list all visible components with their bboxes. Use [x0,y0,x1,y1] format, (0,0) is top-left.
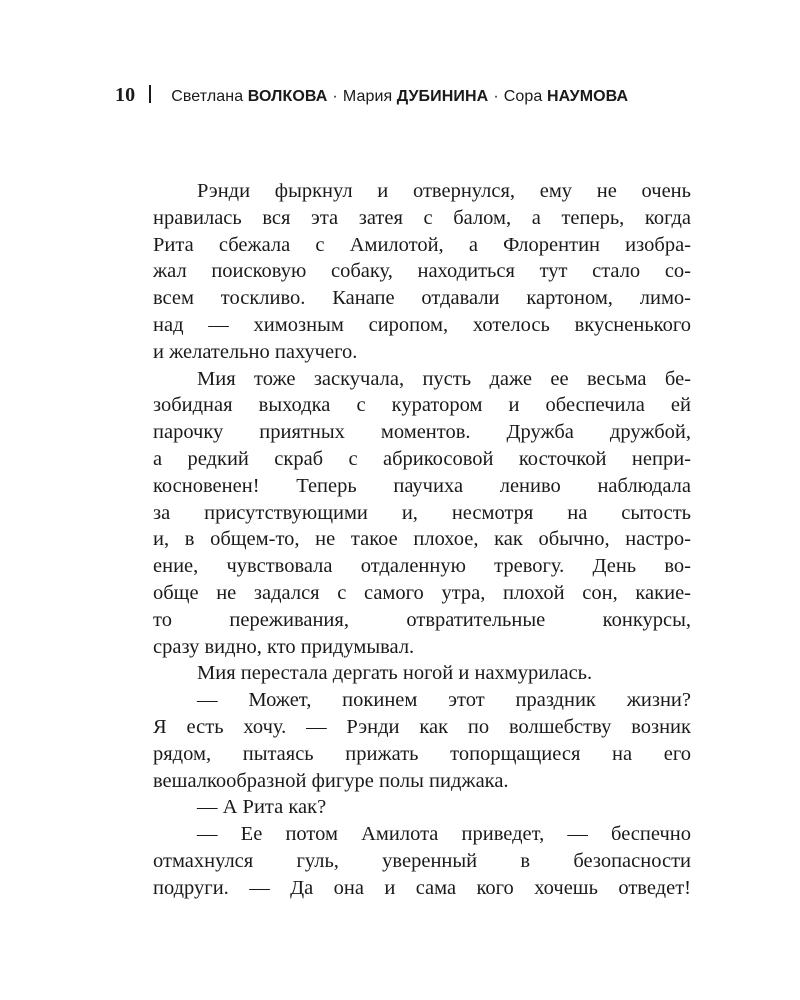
header-divider [149,85,151,103]
text-line: — А Рита как? [197,796,327,819]
text-line: и, в общем-то, не такое плохое, как обычно, настро- [153,528,691,551]
author-1: Светлана ВОЛКОВА [171,88,328,105]
author-separator: · [493,88,499,105]
text-line: за присутствующими и, несмотря на сытость [153,501,691,524]
text-line: подруги. — Да она и сама кого хочешь отведет! [153,876,691,899]
text-line: парочку приятных моментов. Дружба дружбой, [153,421,691,444]
text-line: над — химозным сиропом, хотелось вкусненького [153,313,691,336]
running-header [115,83,628,107]
text-line: Рита сбежала с Амилотой, а Флорентин изобра- [153,233,691,256]
text-line: нравилась вся эта затея с балом, а теперь, когда [153,206,691,229]
text-line: жал поисковую собаку, находиться тут стало со- [153,260,691,283]
text-line: зобидная выходка с куратором и обеспечила ей [153,394,691,417]
text-line: Рэнди фыркнул и отвернулся, ему не очень [197,180,691,202]
text-line: — Может, покинем этот праздник жизни? [197,689,691,712]
text-line: всем тоскливо. Канапе отдавали картоном, лимо- [153,287,691,310]
text-line: обще не задался с самого утра, плохой сон, какие- [153,581,691,604]
text-line: а редкий скраб с абрикосовой косточкой непри- [153,447,691,470]
text-line: вешалкообразной фигуре полы пиджака. [153,769,509,792]
text-line: то переживания, отвратительные конкурсы, [153,608,691,631]
text-line: отмахнулся гуль, уверенный в безопасности [153,849,691,872]
author-3: Сора НАУМОВА [503,88,629,105]
text-line: сразу видно, кто придумывал. [153,635,415,658]
page-number: 10 [115,84,136,106]
text-line: Мия перестала дергать ногой и нахмурилась. [197,662,593,685]
text-line: косновенен! Теперь паучиха лениво наблюдала [153,474,691,497]
text-line: и желательно пахучего. [153,340,358,363]
text-line: рядом, пытаясь прижать топорщащиеся на его [153,742,691,765]
author-separator: · [332,88,338,105]
body-text [153,178,691,902]
text-line: ение, чувствовала отдаленную тревогу. День во- [153,555,691,578]
author-2: Мария ДУБИНИНА [342,88,489,105]
text-line: Мия тоже заскучала, пусть даже ее весьма бе- [197,367,691,390]
text-line: — Ее потом Амилота приведет, — беспечно [197,823,691,846]
text-line: Я есть хочу. — Рэнди как по волшебству возник [153,715,691,738]
